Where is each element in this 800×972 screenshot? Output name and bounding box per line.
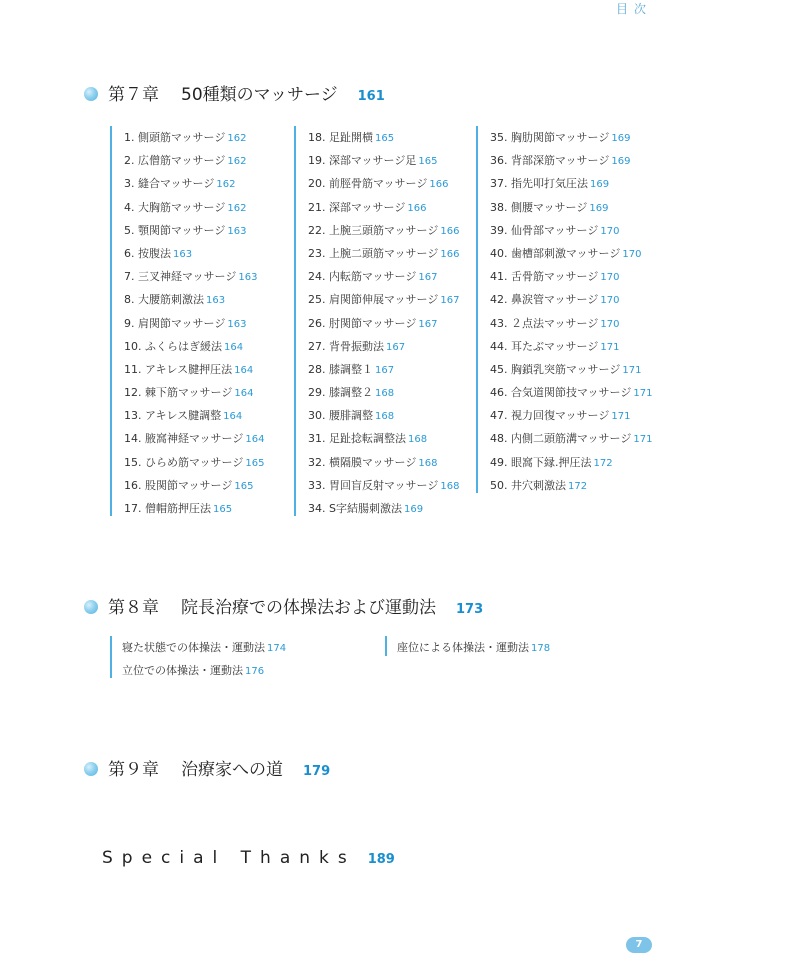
toc-entry[interactable] [490, 126, 652, 149]
toc-entry-page: 162 [227, 156, 247, 168]
toc-entry-page: 167 [440, 295, 460, 307]
toc-entry-page: 164 [234, 388, 254, 400]
toc-entry[interactable] [124, 312, 264, 335]
toc-entry[interactable] [490, 312, 652, 335]
toc-entry-page: 163 [206, 295, 226, 307]
toc-entry-label: 21. 深部マッサージ [308, 200, 406, 214]
chapter-8-heading[interactable] [84, 593, 483, 618]
toc-entry-page: 167 [375, 364, 395, 376]
toc-entry-label: 45. 胸鎖乳突筋マッサージ [490, 362, 621, 376]
toc-entry-page: 168 [375, 388, 395, 400]
toc-entry[interactable] [124, 381, 264, 404]
bullet-icon [84, 762, 98, 776]
toc-entry-page: 165 [245, 457, 265, 469]
toc-entry-label: 座位による体操法・運動法 [397, 641, 529, 654]
toc-entry-label: 13. アキレス腱調整 [124, 409, 222, 423]
toc-entry-label: 38. 側腰マッサージ [490, 200, 588, 214]
toc-entry-label: 43. ２点法マッサージ [490, 316, 599, 330]
toc-entry-label: 22. 上腕三頭筋マッサージ [308, 223, 439, 237]
toc-entry-label: 46. 合気道関節技マッサージ [490, 386, 632, 400]
toc-entry-page: 169 [590, 179, 610, 191]
toc-entry-label: 9. 肩関節マッサージ [124, 316, 226, 330]
toc-entry-label: 寝た状態での体操法・運動法 [122, 641, 265, 654]
toc-entry-label: 14. 腋窩神経マッサージ [124, 432, 244, 446]
toc-entry-label: 40. 歯槽部刺激マッサージ [490, 246, 621, 260]
toc-entry-label: 35. 胸肋関節マッサージ [490, 131, 610, 144]
chapter-page: 179 [303, 764, 331, 779]
toc-entry-label: 36. 背部深筋マッサージ [490, 154, 610, 168]
toc-entry-page: 166 [440, 225, 460, 237]
chapter-title: 治療家への道 [181, 760, 283, 780]
toc-entry-page: 169 [403, 504, 424, 515]
ch8-column-left [110, 636, 286, 678]
ch7-column-1 [110, 126, 264, 516]
toc-entry-page: 168 [440, 480, 460, 492]
toc-entry[interactable] [308, 312, 459, 335]
toc-entry-page: 168 [375, 411, 395, 423]
toc-entry-page: 171 [622, 364, 642, 376]
chapter-title: 50種類のマッサージ [181, 85, 338, 105]
toc-entry-page: 170 [600, 225, 620, 237]
toc-entry-label: 31. 足趾捻転調整法 [308, 432, 406, 446]
chapter-number: 第８章 [108, 598, 159, 618]
toc-entry-page: 166 [429, 179, 449, 191]
special-thanks-page: 189 [367, 852, 395, 867]
toc-entry[interactable] [308, 335, 459, 358]
toc-entry-page: 170 [600, 318, 620, 330]
toc-entry[interactable] [490, 196, 652, 219]
toc-entry-page: 171 [633, 434, 653, 446]
toc-entry[interactable] [490, 474, 652, 497]
toc-entry-label: 26. 肘関節マッサージ [308, 316, 417, 330]
toc-entry-page: 165 [213, 504, 233, 515]
toc-entry[interactable] [124, 474, 264, 497]
toc-entry[interactable] [490, 381, 652, 404]
toc-entry-label: 50. 井穴刺激法 [490, 478, 566, 492]
toc-entry[interactable] [308, 381, 459, 404]
toc-entry[interactable] [124, 451, 264, 474]
toc-entry-page: 164 [234, 364, 254, 376]
toc-entry[interactable] [124, 219, 264, 242]
toc-entry-label: 11. アキレス腱押圧法 [124, 362, 233, 376]
toc-entry[interactable] [308, 404, 459, 427]
toc-entry[interactable] [308, 265, 459, 288]
toc-entry-label: 4. 大胸筋マッサージ [124, 200, 226, 214]
toc-entry[interactable] [308, 126, 459, 149]
toc-entry-page: 171 [600, 341, 620, 353]
toc-entry[interactable] [124, 404, 264, 427]
toc-entry-label: 10. ふくらはぎ緩法 [124, 339, 222, 353]
toc-entry-page: 163 [238, 272, 258, 284]
bullet-icon [84, 600, 98, 614]
toc-entry[interactable] [397, 636, 550, 659]
toc-entry-label: 16. 股関節マッサージ [124, 478, 233, 492]
toc-entry-label: 12. 棘下筋マッサージ [124, 386, 233, 400]
toc-entry-label: 28. 膝調整１ [308, 362, 373, 376]
special-thanks-title: Special Thanks [102, 848, 356, 868]
toc-entry-page: 169 [611, 133, 631, 144]
toc-entry[interactable] [124, 358, 264, 381]
toc-entry[interactable] [308, 242, 459, 265]
toc-entry-page: 172 [568, 480, 588, 492]
toc-entry-label: 19. 深部マッサージ足 [308, 154, 417, 168]
toc-entry-label: 5. 顎関節マッサージ [124, 223, 226, 237]
toc-entry-label: 27. 背骨振動法 [308, 339, 384, 353]
toc-entry-label: 1. 側頭筋マッサージ [124, 131, 226, 144]
toc-entry[interactable] [490, 219, 652, 242]
toc-entry[interactable] [490, 288, 652, 311]
ch7-column-2 [294, 126, 459, 516]
toc-entry-page: 163 [227, 318, 247, 330]
toc-entry[interactable] [124, 126, 264, 149]
toc-entry-page: 168 [418, 457, 438, 469]
toc-entry[interactable] [122, 636, 286, 659]
special-thanks-entry[interactable] [102, 848, 395, 868]
toc-entry-label: 49. 眼窩下縁.押圧法 [490, 455, 592, 469]
toc-entry-page: 167 [386, 341, 406, 353]
chapter-number: 第９章 [108, 760, 159, 780]
chapter-9-heading[interactable] [84, 755, 330, 780]
toc-entry[interactable] [308, 172, 459, 195]
toc-entry-page: 169 [589, 202, 609, 214]
ch8-column-right [385, 636, 550, 656]
toc-entry-page: 176 [245, 666, 265, 677]
toc-entry-page: 166 [407, 202, 427, 214]
toc-entry-label: 23. 上腕二頭筋マッサージ [308, 246, 439, 260]
toc-entry-page: 167 [418, 318, 438, 330]
toc-entry[interactable] [490, 404, 652, 427]
toc-entry-page: 165 [418, 156, 438, 168]
toc-entry[interactable] [124, 335, 264, 358]
toc-entry[interactable] [124, 196, 264, 219]
toc-entry[interactable] [308, 219, 459, 242]
toc-entry[interactable] [490, 242, 652, 265]
toc-entry[interactable] [490, 358, 652, 381]
toc-entry[interactable] [308, 427, 459, 450]
toc-entry-page: 172 [593, 457, 613, 469]
toc-entry-label: 32. 横隔膜マッサージ [308, 455, 417, 469]
toc-entry-page: 174 [267, 643, 287, 654]
toc-entry-label: 24. 内転筋マッサージ [308, 270, 417, 284]
toc-entry[interactable] [308, 288, 459, 311]
toc-entry[interactable] [124, 265, 264, 288]
toc-entry[interactable] [124, 242, 264, 265]
toc-entry-label: 立位での体操法・運動法 [122, 664, 243, 677]
page-number-badge: 7 [626, 937, 652, 953]
toc-entry[interactable] [308, 196, 459, 219]
toc-entry-page: 165 [234, 480, 254, 492]
toc-entry[interactable] [124, 427, 264, 450]
toc-entry-label: 41. 舌骨筋マッサージ [490, 270, 599, 284]
toc-entry-label: 29. 膝調整２ [308, 386, 373, 400]
toc-entry-page: 164 [224, 341, 244, 353]
toc-entry-label: 7. 三叉神経マッサージ [124, 270, 237, 284]
toc-entry-page: 163 [173, 248, 193, 260]
toc-entry-page: 164 [223, 411, 243, 423]
toc-entry-label: 25. 肩関節伸展マッサージ [308, 293, 439, 307]
toc-entry[interactable] [124, 497, 264, 520]
toc-entry-label: 33. 胃回盲反射マッサージ [308, 478, 439, 492]
toc-entry-page: 164 [245, 434, 265, 446]
chapter-page: 161 [357, 89, 385, 104]
toc-entry-page: 169 [611, 156, 631, 168]
toc-entry[interactable] [490, 335, 652, 358]
toc-entry-label: 34. S字結腸刺激法 [308, 502, 402, 515]
toc-entry-label: 47. 視力回復マッサージ [490, 409, 610, 423]
toc-entry-page: 167 [418, 272, 438, 284]
toc-entry-page: 162 [227, 202, 247, 214]
chapter-7-heading[interactable] [84, 80, 385, 105]
toc-entry-label: 2. 広僧筋マッサージ [124, 154, 226, 168]
toc-entry[interactable] [308, 358, 459, 381]
toc-entry-page: 162 [216, 179, 236, 191]
toc-entry-label: 39. 仙骨部マッサージ [490, 223, 599, 237]
toc-entry[interactable] [124, 172, 264, 195]
toc-entry-label: 44. 耳たぶマッサージ [490, 339, 599, 353]
toc-entry[interactable] [490, 172, 652, 195]
chapter-page: 173 [456, 602, 484, 617]
toc-entry[interactable] [490, 451, 652, 474]
ch7-column-3 [476, 126, 652, 493]
toc-entry-page: 168 [408, 434, 428, 446]
toc-entry[interactable] [490, 265, 652, 288]
chapter-title: 院長治療での体操法および運動法 [181, 598, 436, 618]
toc-entry[interactable] [308, 149, 459, 172]
toc-entry[interactable] [308, 497, 459, 520]
section-header-label: 目次 [615, 2, 652, 16]
toc-entry-label: 37. 指先叩打気圧法 [490, 177, 588, 191]
toc-entry[interactable] [490, 149, 652, 172]
toc-entry-label: 48. 内側二頭筋溝マッサージ [490, 432, 632, 446]
toc-entry-page: 170 [600, 295, 620, 307]
toc-entry-label: 6. 按腹法 [124, 246, 171, 260]
toc-entry-page: 163 [227, 225, 247, 237]
toc-entry-page: 170 [600, 272, 620, 284]
toc-entry-page: 171 [611, 411, 631, 423]
toc-entry-label: 18. 足趾開横 [308, 131, 373, 144]
toc-entry-label: 8. 大腰筋刺激法 [124, 293, 204, 307]
toc-entry-label: 20. 前脛骨筋マッサージ [308, 177, 428, 191]
toc-entry-page: 170 [622, 248, 642, 260]
toc-entry[interactable] [124, 288, 264, 311]
toc-entry-page: 171 [633, 388, 653, 400]
toc-entry-page: 178 [531, 643, 551, 654]
toc-entry[interactable] [124, 149, 264, 172]
toc-entry-page: 166 [440, 248, 460, 260]
toc-entry-label: 15. ひらめ筋マッサージ [124, 455, 244, 469]
toc-entry-label: 17. 僧帽筋押圧法 [124, 502, 211, 515]
toc-entry-label: 42. 鼻涙管マッサージ [490, 293, 599, 307]
toc-entry-page: 165 [375, 133, 395, 144]
toc-entry[interactable] [490, 427, 652, 450]
toc-entry[interactable] [308, 451, 459, 474]
toc-entry-label: 30. 腰腓調整 [308, 409, 373, 423]
toc-entry-label: 3. 縫合マッサージ [124, 177, 215, 191]
chapter-number: 第７章 [108, 85, 159, 105]
toc-entry-page: 162 [227, 133, 247, 144]
toc-entry[interactable] [308, 474, 459, 497]
toc-entry[interactable] [122, 659, 286, 682]
bullet-icon [84, 87, 98, 101]
